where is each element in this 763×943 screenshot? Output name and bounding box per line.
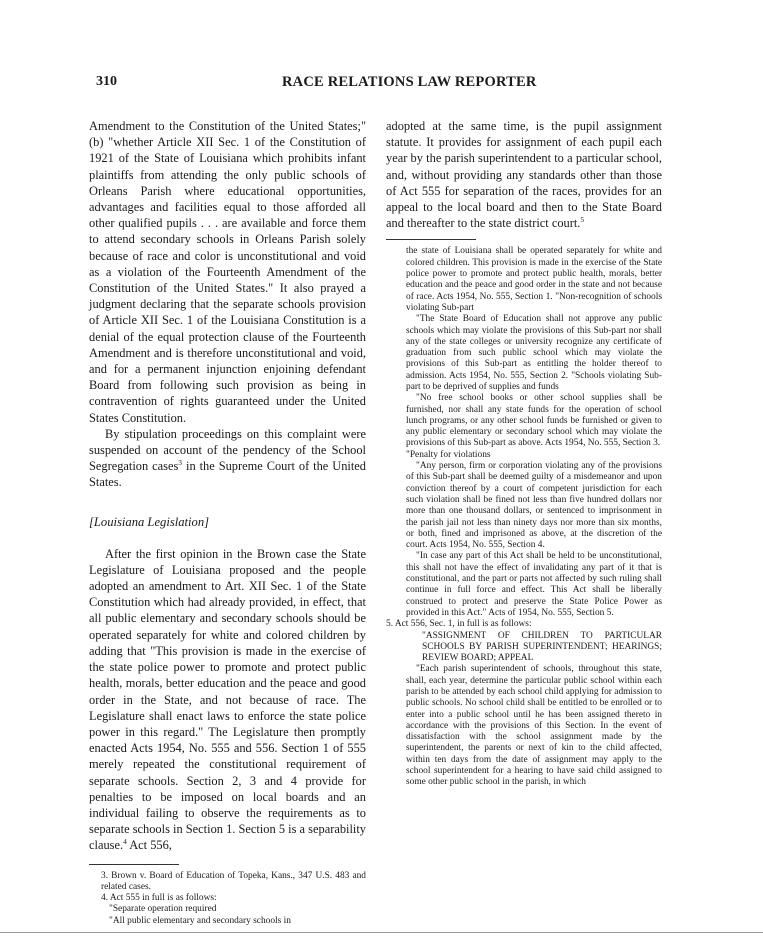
footnote-5-intro: 5. Act 556, Sec. 1, in full is as follows: <box>386 619 532 630</box>
right-footnotes <box>386 246 662 619</box>
footnote-3: 3. Brown v. Board of Education of Topeka, Kans., 347 U.S. 483 and related cases. <box>101 870 366 892</box>
footnote-5-text: "Each parish superintendent of schools, throughout this state, shall, each year, determine the particular public school within each parish to be attended by each school child applying for admission to public schools. No school child shall be entitled to be enrolled or to enter into a public school until he has been assigned thereto in accordance with the provisions of this Section. In the event of dissatisfaction with the school assignment made by the superintendent, the parents or next of kin to the child affected, within ten days from the date of assignment may apply to the school superintendent for a hearing to have said child assigned to some other public school in the parish, in which <box>406 664 662 788</box>
right-footnote-divider-wrap <box>386 239 476 240</box>
left-paragraph-2-end: in the Supreme Court of the United States. <box>89 459 366 490</box>
footnote-4-cont-2: "The State Board of Education shall not approve any public schools which may violate the provisions of this Sub-part nor shall any of the state colleges or university recognize any certificate of graduation from such public school which may violate the provisions of this Sub-part as entitling the holder thereof to admission. Acts 1954, No. 555, Section 2. "Schools violating Sub-part to be deprived of supplies and funds <box>406 314 662 392</box>
running-title: RACE RELATIONS LAW REPORTER <box>282 74 537 90</box>
footnote-ref-3: 3 <box>178 458 183 468</box>
page-header <box>96 74 696 94</box>
footnote-4-cont-5: "Any person, firm or corporation violating any of the provisions of this Sub-part shall be deemed guilty of a misdemeanor and upon conviction thereof by a court of competent jurisdiction for each such violation shall be fined not less than five hundred dollars nor more than one thousand dollars, or sentenced to imprisonment in the parish jail not less than ninety days nor more than six months, or both, fined and imprisoned as above, at the discretion of the court. Acts 1954, No. 555, Section 4. <box>406 461 662 551</box>
footnote-4-heading: "Separate operation required <box>109 904 217 915</box>
left-column <box>89 118 366 927</box>
right-footnote-5 <box>386 619 662 788</box>
left-paragraph-2-text: By stipulation proceedings on this complaint were suspended on account of the pendency of the School Segregation cases <box>89 426 366 474</box>
left-paragraph-3-text: After the first opinion in the Brown case the State Legislature of Louisiana proposed and the people adopted an amendment to Art. XII Sec. 1 of the State Constitution which had already provided, in effect, that all public elementary and secondary schools should be operated separately for white and colored children by adding that "This provision is made in the exercise of the state police power to promote and protect public health, morals, better education and the peace and good order in the State, and not because of race. The Legislature shall enact laws to enforce the state police power in this regard." The Legislature then promptly enacted Acts 1954, No. 555 and 556. Section 1 of 555 merely repeated the constitutional requirement of separate schools. Section 2, 3 and 4 provide for penalties to be imposed on local boards and an individual failing to observe the requirements as to separate schools in Section 1. Section 5 is a separability clause. <box>89 546 366 853</box>
left-footnotes <box>89 871 366 927</box>
footnote-4-cont-4: "Penalty for violations <box>406 449 491 460</box>
footnote-ref-4: 4 <box>123 837 127 847</box>
footnote-divider <box>89 864 179 865</box>
left-paragraph-1: Amendment to the Constitution of the United States;" (b) "whether Article XII Sec. 1 of the Constitution of 1921 of the State of Louisiana which prohibits infant plaintiffs from attending the only public schools of Orleans Parish where educational opportunities, advantages and facilities equal to those afforded all other qualified pupils . . . are available and force them to attend secondary schools in Orleans Parish solely because of race and color is unconstitutional and void as a violation of the Fourteenth Amendment of the Constitution of the United States." It also prayed a judgment declaring that the separate schools provision of Article XII Sec. 1 of the Louisiana Constitution is a denial of the equal protection clause of the Fourteenth Amendment and is therefore unconstitutional and void, and for a permanent injunction enjoining defendant Board from following such provision as being in contravention of rights guaranteed under the United States Constitution. <box>89 119 366 425</box>
footnote-4-cont-6: "In case any part of this Act shall be held to be unconstitutional, this shall not have the effect of invalidating any part of it that is constitutional, and the part or parts not affected by such ruling shall continue in full force and effect. This Act shall be liberally construed to protect and preserve the State Police Power as provided in this Act." Acts of 1954, No. 555, Section 5. <box>406 551 662 618</box>
footnote-4-cont-1: the state of Louisiana shall be operated separately for white and colored children. This provision is made in the exercise of the State police power to promote and protect public health, morals, better education and the peace and good order in the state and not because of race. Acts 1954, No. 555, Section 1. "Non-recognition of schools violating Sub-part <box>406 246 662 313</box>
right-column <box>386 118 662 789</box>
left-paragraph-3-end: Act 556, <box>126 838 172 853</box>
left-footnote-divider-wrap <box>89 864 179 865</box>
left-paragraph-3 <box>89 546 366 854</box>
footnote-5-heading: "ASSIGNMENT OF CHILDREN TO PARTICULAR SCHOOLS BY PARISH SUPERINTENDENT; HEARINGS; REVIEW BOARD; APPEAL <box>422 630 662 664</box>
left-paragraph-2 <box>89 426 366 491</box>
page-number: 310 <box>96 74 117 89</box>
footnote-ref-5: 5 <box>580 215 585 225</box>
page-bottom-edge <box>0 932 763 933</box>
footnote-4-text: "All public elementary and secondary schools in <box>109 915 291 926</box>
right-paragraph-1-text: adopted at the same time, is the pupil assignment statute. It provides for assignment of each pupil each year by the parish superintendent to a particular school, and, without providing any standards other than those of Act 555 for separation of the races, provides for an appeal to the local board and then to the State Board and thereafter to the state district court. <box>386 119 662 231</box>
footnote-4-intro: 4. Act 555 in full is as follows: <box>101 893 217 904</box>
right-paragraph-1 <box>386 118 662 231</box>
footnote-divider-right <box>386 239 476 240</box>
footnote-4-cont-3: "No free school books or other school supplies shall be furnished, nor shall any state funds for the operation of school lunch programs, or any other school funds be furnished or given to any public elementary or secondary school which may violate the provisions of this Sub-part as above. Acts 1954, No. 555, Section 3. <box>406 393 662 449</box>
section-heading: [Louisiana Legislation] <box>89 514 210 529</box>
